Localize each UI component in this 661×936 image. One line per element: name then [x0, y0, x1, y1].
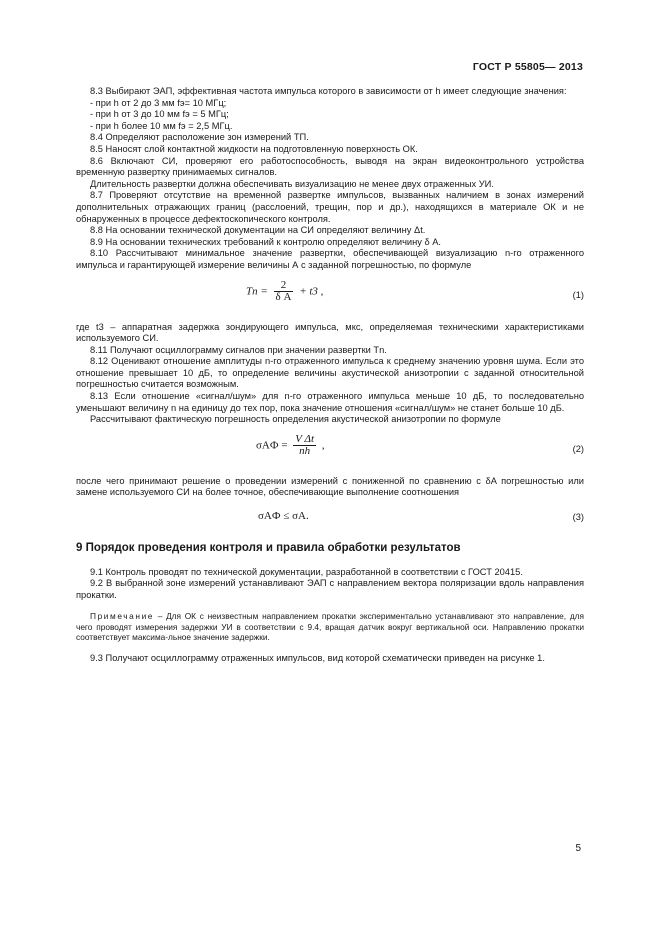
formula-2	[76, 430, 584, 472]
note-text: – Для ОК с неизвестным направлением прокатки экспериментально устанавливают это направление, для чего проводят измерения задержки УИ в соответствии с 9.4, вращая датчик вокруг вертикальной оси. Направлению прокатки соответствует максима-льное значение задержки.	[76, 611, 584, 643]
formula-1-denominator: δ A	[275, 291, 292, 304]
list-item: - при h от 2 до 3 мм fэ= 10 МГц;	[90, 97, 227, 108]
paragraph-8-9: 8.9 На основании технических требований к контролю определяют величину δ А.	[90, 236, 442, 247]
paragraph-9-1: 9.1 Контроль проводят по технической документации, разработанной в соответствии с ГОСТ 20415.	[90, 566, 523, 577]
document-code: ГОСТ Р 55805— 2013	[472, 61, 583, 73]
formula-3-expression: σAФ ≤ σA.	[258, 510, 309, 523]
paragraph-9-3: 9.3 Получают осциллограмму отраженных импульсов, вид которой схематически приведен на рисунке 1.	[90, 652, 545, 663]
formula-2-number: (2)	[572, 443, 584, 454]
list-item: - при h более 10 мм fэ = 2,5 МГц.	[90, 120, 233, 131]
paragraph-8-12: 8.12 Оценивают отношение амплитуды n-го отраженного импульса к среднему значению уровня шума. Если это отношение превышает 10 дБ, то определение величины акустической анизотропии с заданной относительной погрешностью считается возможным.	[76, 356, 584, 390]
list-item: - при h от 3 до 10 мм fэ = 5 МГц;	[90, 109, 229, 120]
formula-1-fraction	[274, 280, 294, 304]
formula-2-expression	[256, 434, 325, 458]
paragraph-8-5: 8.5 Наносят слой контактной жидкости на подготовленную поверхность ОК.	[90, 143, 418, 154]
formula-1-expression	[246, 280, 323, 304]
formula-2-numerator: V Δt	[295, 432, 315, 445]
formula-2-rest: ,	[321, 439, 325, 452]
formula-2-denominator: nh	[299, 445, 311, 458]
document-body	[76, 86, 584, 664]
paragraph-8-11: 8.11 Получают осциллограмму сигналов при значении развертки Tn.	[90, 344, 387, 355]
formula-2-lhs: σAФ =	[256, 439, 288, 452]
page-number: 5	[575, 843, 581, 854]
formula-2-fraction	[293, 434, 316, 458]
paragraph-8-8: 8.8 На основании технической документации на СИ определяют величину Δt.	[90, 225, 426, 236]
formula-1	[76, 276, 584, 318]
section-9-title: 9 Порядок проведения контроля и правила обработки результатов	[76, 542, 461, 555]
paragraph-9-2: 9.2 В выбранной зоне измерений устанавливают ЭАП с направлением вектора поляризации вдоль направления прокатки.	[76, 578, 584, 600]
paragraph-8-7: 8.7 Проверяют отсутствие на временной развертке импульсов, вызванных наличием в зонах измерений дополнительных отражающих границ (расслоений, трещин, пор и др.), находящихся в материале ОК и не обнаруженных в процессе дефектоскопического контроля.	[76, 190, 584, 224]
note-label: Примечание	[90, 611, 155, 622]
formula-3-number: (3)	[572, 512, 584, 523]
paragraph-8-6b: Длительность развертки должна обеспечивать визуализацию не менее двух отраженных УИ.	[90, 178, 494, 189]
paragraph-t3: где t3 – аппаратная задержка зондирующего импульса, мкс, определяемая техническими характеристиками используемого СИ.	[76, 321, 584, 344]
formula-1-number: (1)	[572, 289, 584, 300]
formula-1-lhs: Tn =	[246, 285, 268, 298]
paragraph-8-13: 8.13 Если отношение «сигнал/шум» для n-го отраженного импульса меньше 10 дБ, то последовательно уменьшают величину n на единицу до тех пор, пока значение отношения «сигнал/шум» не станет больше 10 дБ.	[76, 391, 584, 413]
paragraph-calc: Рассчитывают фактическую погрешность определения акустической анизотропии по формуле	[90, 414, 501, 425]
paragraph-8-6: 8.6 Включают СИ, проверяют его работоспособность, выводя на экран видеоконтрольного устройства временную развертку принимаемых сигналов.	[76, 155, 584, 178]
paragraph-8-3: 8.3 Выбирают ЭАП, эффективная частота импульса которого в зависимости от h имеет следующие значения:	[90, 86, 567, 96]
formula-3	[76, 503, 584, 533]
paragraph-after: после чего принимают решение о проведении измерений с пониженной по сравнению с δA погрешностью или замене используемого СИ на более точное, обеспечивающие выполнение соотношения	[76, 475, 584, 498]
formula-1-numerator: 2	[274, 280, 294, 293]
note	[76, 611, 584, 642]
formula-1-rest: + t3 ,	[299, 285, 324, 298]
paragraph-8-10: 8.10 Рассчитывают минимальное значение развертки, обеспечивающей визуализацию n-го отраженного импульса и гарантирующей измерение величины А с заданной погрешностью, по формуле	[76, 248, 584, 270]
paragraph-8-4: 8.4 Определяют расположение зон измерений ТП.	[90, 132, 309, 143]
